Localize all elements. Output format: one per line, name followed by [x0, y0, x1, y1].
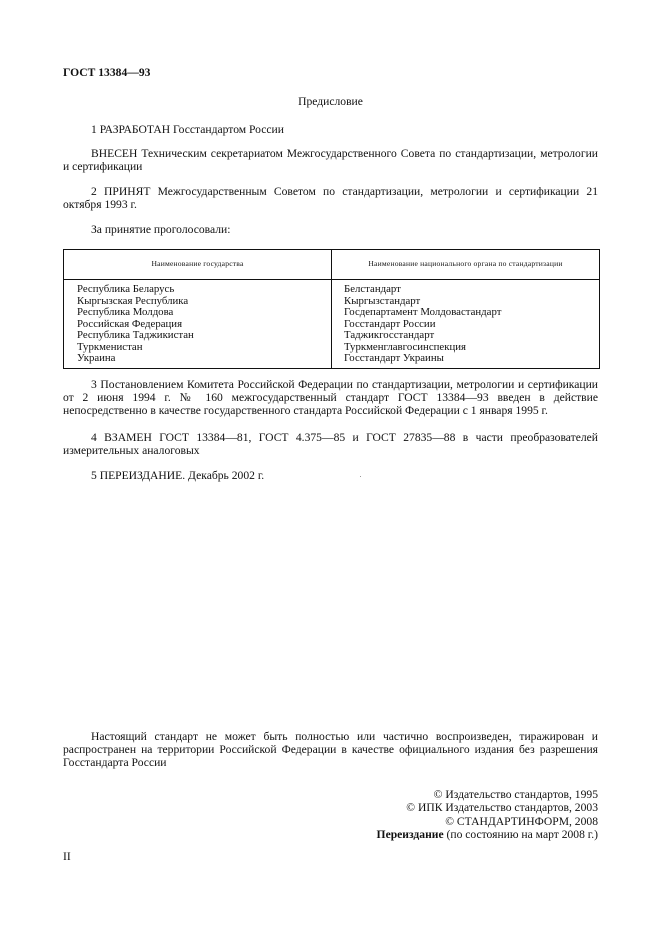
table-row-state: Кыргызская Республика — [77, 294, 189, 307]
item-adopted: 2 ПРИНЯТ Межгосударственным Советом по стандартизации, метрологии и сертификации 21 октября 1993 г. — [63, 185, 598, 211]
table-row-state: Республика Беларусь — [77, 283, 175, 295]
vote-table-header-state: Наименование государства — [151, 259, 244, 268]
vote-table-states — [77, 284, 194, 365]
copyright-line: © Издательство стандартов, 1995 — [433, 788, 598, 801]
reissue-status — [377, 828, 598, 841]
table-row-body: Госстандарт России — [344, 317, 436, 330]
copyright-block — [377, 788, 598, 841]
voted-label: За принятие проголосовали: — [91, 223, 231, 236]
item-developed: 1 РАЗРАБОТАН Госстандартом России — [91, 123, 284, 136]
vote-table — [63, 249, 600, 369]
vote-table-header-body: Наименование национального органа по стандартизации — [368, 259, 563, 268]
item-reissue: 5 ПЕРЕИЗДАНИЕ. Декабрь 2002 г. — [91, 469, 265, 482]
reissue-status-text: (по состоянию на март 2008 г.) — [443, 827, 598, 841]
page-number: II — [63, 850, 71, 863]
item-replaced: 4 ВЗАМЕН ГОСТ 13384—81, ГОСТ 4.375—85 и ГОСТ 27835—88 в части преобразователей измерительных аналоговых — [63, 431, 598, 457]
vote-table-bodies — [344, 284, 501, 365]
copyright-line: © ИПК Издательство стандартов, 2003 — [406, 801, 598, 815]
item-resolution: 3 Постановлением Комитета Российской Федерации по стандартизации, метрологии и сертификации от 2 июня 1994 г. № 160 межгосударственный стандарт ГОСТ 13384—93 введен в действие непосредственно в качестве государственного стандарта Российской Федерации с 1 января 1995 г. — [63, 378, 598, 417]
reissue-status-label: Переиздание — [376, 827, 444, 841]
table-row-state: Туркменистан — [77, 340, 143, 353]
table-row-body: Кыргызстандарт — [344, 294, 421, 307]
preface-title: Предисловие — [298, 95, 363, 108]
table-row-state: Российская Федерация — [77, 317, 183, 330]
table-row-body: Белстандарт — [344, 283, 401, 295]
table-row-body: Таджикгосстандарт — [344, 329, 435, 341]
table-row-state: Украина — [77, 352, 116, 364]
copyright-notice: Настоящий стандарт не может быть полностью или частично воспроизведен, тиражирован и распространен на территории Российской Федерации в качестве официального издания без разрешения Госстандарта России — [63, 730, 598, 769]
table-row-body: Госдепартамент Молдовастандарт — [344, 306, 502, 318]
item-introduced: ВНЕСЕН Техническим секретариатом Межгосударственного Совета по стандартизации, метрологии и сертификации — [63, 147, 598, 173]
table-row-state: Республика Молдова — [77, 306, 174, 318]
copyright-line: © СТАНДАРТИНФОРМ, 2008 — [445, 814, 598, 828]
scan-speck — [360, 476, 361, 477]
table-row-body: Туркменглавгосинспекция — [344, 340, 466, 353]
table-row-body: Госстандарт Украины — [344, 352, 444, 364]
table-row-state: Республика Таджикистан — [77, 329, 194, 341]
document-code: ГОСТ 13384—93 — [63, 66, 151, 79]
